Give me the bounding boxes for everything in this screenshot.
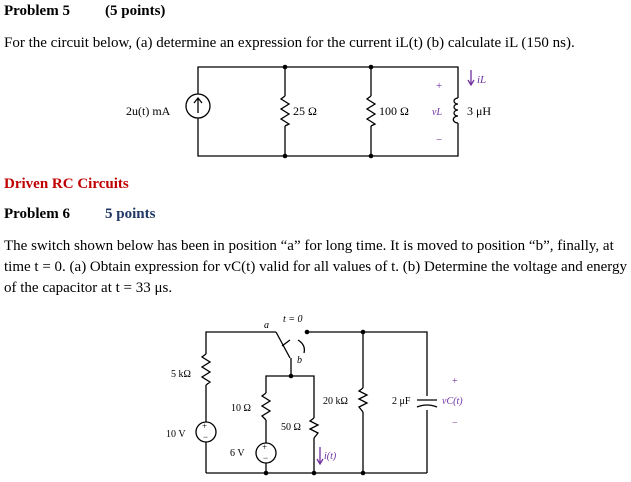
plus-sign: + <box>436 80 443 92</box>
vc-minus: − <box>452 418 458 429</box>
vc-label: vC(t) <box>442 396 463 407</box>
resistor-50 <box>310 418 318 438</box>
resistor-10 <box>262 393 270 420</box>
resistor-5k <box>202 354 210 385</box>
resistor-100 <box>367 96 375 126</box>
il-label: iL <box>477 74 487 86</box>
vl-label: vL <box>432 107 442 118</box>
inductor-label: 3 μH <box>467 104 492 118</box>
svg-text:+: + <box>262 442 268 452</box>
resistor-25 <box>281 96 289 126</box>
problem6-text: The switch shown below has been in position “a” for long time. It is moved to position “b”, finally, at time t = 0. (a) Obtain expression for vC(t) valid for all values of t. (b) Determine the voltage and energy of the capacitor at t = 33 μs. <box>4 238 627 296</box>
source-label: 2u(t) mA <box>126 104 171 118</box>
svg-text:−: − <box>263 453 269 463</box>
v10-label: 10 V <box>166 429 186 440</box>
svg-text:+: + <box>202 421 208 431</box>
v6-label: 6 V <box>230 448 245 459</box>
cap-label: 2 μF <box>392 396 411 407</box>
problem5-points: (5 points) <box>105 3 166 19</box>
problem6-points: 5 points <box>105 206 156 222</box>
r20k-label: 20 kΩ <box>323 396 348 407</box>
circuit-1 <box>186 65 474 159</box>
section-heading: Driven RC Circuits <box>4 176 129 192</box>
r1-label: 25 Ω <box>293 104 317 118</box>
it-label: i(t) <box>324 451 337 462</box>
problem5-title: Problem 5 <box>4 3 70 19</box>
problem5-text: For the circuit below, (a) determine an expression for the current iL(t) (b) calculate iL (150 ns). <box>4 35 575 51</box>
vc-plus: + <box>452 376 458 387</box>
problem6-title: Problem 6 <box>4 206 70 222</box>
r5k-label: 5 kΩ <box>171 369 191 380</box>
inductor <box>453 98 458 123</box>
r2-label: 100 Ω <box>379 104 409 118</box>
minus-sign: − <box>436 134 443 146</box>
r50-label: 50 Ω <box>281 422 301 433</box>
switch-b: b <box>297 355 302 366</box>
svg-text:−: − <box>203 432 209 442</box>
r10-label: 10 Ω <box>231 403 251 414</box>
resistor-20k <box>359 388 367 412</box>
switch-a: a <box>264 320 269 331</box>
switch-time: t = 0 <box>283 314 303 325</box>
